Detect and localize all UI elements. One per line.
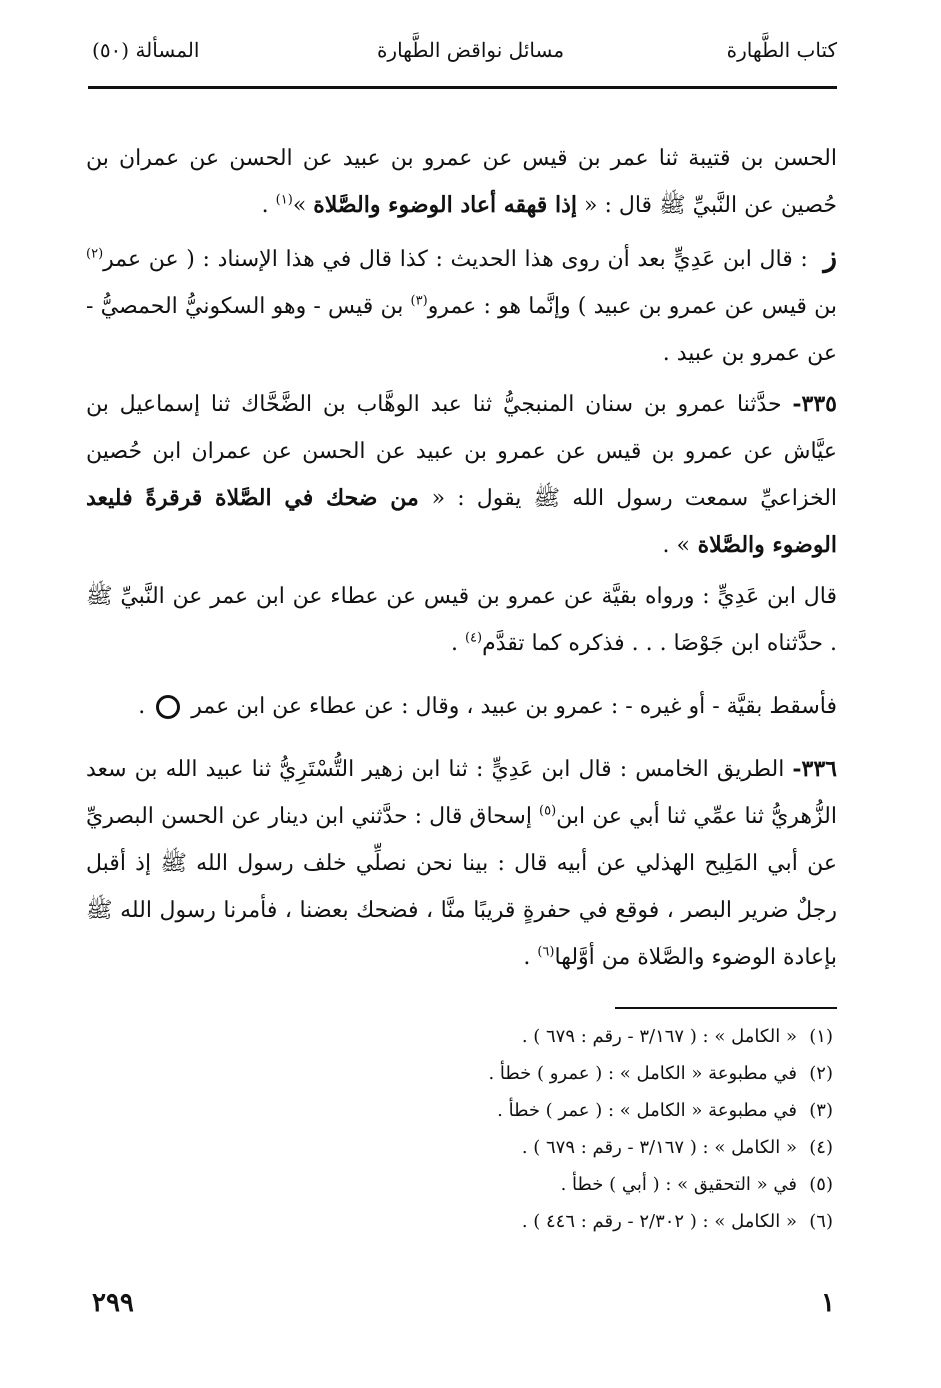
footnote-item: (٥)في « التحقيق » : ( أبي ) خطأ . — [560, 1174, 833, 1195]
footnote-rule — [615, 1007, 837, 1009]
footnotes — [260, 1018, 833, 1240]
footnote-item: (١)« الكامل » : ( ٣/١٦٧ - رقم : ٦٧٩ ) . — [521, 1026, 833, 1047]
paragraph-3: ٣٣٥- حدَّثنا عمرو بن سنان المنبجيُّ ثنا عبد الوهَّاب بن الضَّحَّاك ثنا إسماعيل بن عيَّاش عن عمرو بن قيس عن عمرو بن عبيد عن الحسن عن عمران ابن حُصين الخزاعيِّ سمعت رسول الله ﷺ يقول : « من ضحك في الصَّلاة قرقرةً فليعد الوضوء والصَّلاة » . — [86, 391, 838, 558]
main-text — [86, 135, 837, 981]
paragraph-5: فأسقط بقيَّة - أو غيره - : عمرو بن عبيد ، وقال : عن عطاء عن ابن عمر . — [138, 694, 837, 719]
paragraph-4: قال ابن عَدِيٍّ : ورواه بقيَّة عن عمرو بن قيس عن عطاء عن ابن عمر عن النَّبيِّ ﷺ . حدَّثناه ابن جَوْصَا . . . فذكره كما تقدَّم$^{(٤)}$ . — [86, 584, 837, 656]
footnote-item: (٢)في مطبوعة « الكامل » : ( عمرو ) خطأ . — [488, 1063, 833, 1084]
footnote-ref-3[interactable]: (٣) — [410, 293, 428, 309]
footnote-ref-6[interactable]: (٦) — [537, 944, 555, 960]
sigla-mark: ز — [823, 240, 837, 273]
footnote-ref-4[interactable]: (٤) — [464, 630, 483, 646]
hadith-number: ٣٣٦- — [792, 756, 837, 782]
footnote-ref-5[interactable]: (٥) — [539, 803, 557, 819]
footnote-ref-1[interactable]: (١) — [275, 192, 293, 208]
footnote-item: (٦)« الكامل » : ( ٢/٣٠٢ - رقم : ٤٤٦ ) . — [521, 1211, 833, 1232]
page-number: ٢٩٩ — [92, 1288, 134, 1318]
footnote-item: (٤)« الكامل » : ( ٣/١٦٧ - رقم : ٦٧٩ ) . — [521, 1137, 833, 1158]
footnote-item: (٣)في مطبوعة « الكامل » : ( عمر ) خطأ . — [497, 1100, 833, 1121]
paragraph-2: ز : قال ابن عَدِيٍّ بعد أن روى هذا الحديث : كذا قال في هذا الإسناد : ( عن عمر$^{(٢)}$ بن قيس عن عمرو بن عبيد ) وإنَّما هو : عمرو$^{(٣)}$ بن قيس - وهو السكونيُّ الحمصيُّ - عن عمرو بن عبيد . — [86, 240, 837, 366]
end-circle-icon — [156, 695, 180, 719]
hadith-number: ٣٣٥- — [792, 391, 837, 417]
header-rule — [88, 86, 837, 89]
footnote-ref-2[interactable]: (٢) — [86, 246, 104, 262]
hadith-quote: إذا قهقه أعاد الوضوء والصَّلاة — [313, 192, 578, 218]
hadith-quote: من ضحك في الصَّلاة قرقرةً فليعد الوضوء والصَّلاة — [86, 485, 837, 558]
paragraph-6: ٣٣٦- الطريق الخامس : قال ابن عَدِيٍّ : ثنا ابن زهير التُّسْتَرِيُّ ثنا عبيد الله بن سعد الزُّهريُّ ثنا عمِّي ثنا أبي عن ابن$^{(٥)}$ إسحاق قال : حدَّثني ابن دينار عن الحسن البصريِّ عن أبي المَلِيح الهذلي عن أبيه قال : بينا نحن نصلِّي خلف رسول الله ﷺ إذ أقبل رجلٌ ضرير البصر ، فوقع في حفرةٍ قريبًا منَّا ، فضحك بعضنا ، فأمرنا رسول الله ﷺ بإعادة الوضوء والصَّلاة من أوَّلها$^{(٦)}$ . — [86, 756, 837, 970]
signature-mark: ١ — [821, 1288, 835, 1318]
paragraph-1: الحسن بن قتيبة ثنا عمر بن قيس عن عمرو بن عبيد عن الحسن عن عمران بن حُصين عن النَّبيِّ ﷺ قال : « إذا قهقه أعاد الوضوء والصَّلاة »$^{(١)}$ . — [86, 146, 837, 218]
header-book-title: كتاب الطَّهارة — [726, 38, 837, 62]
header-issue-number: المسألة (٥٠) — [92, 38, 200, 62]
header-chapter-title: مسائل نواقض الطَّهارة — [376, 38, 565, 62]
